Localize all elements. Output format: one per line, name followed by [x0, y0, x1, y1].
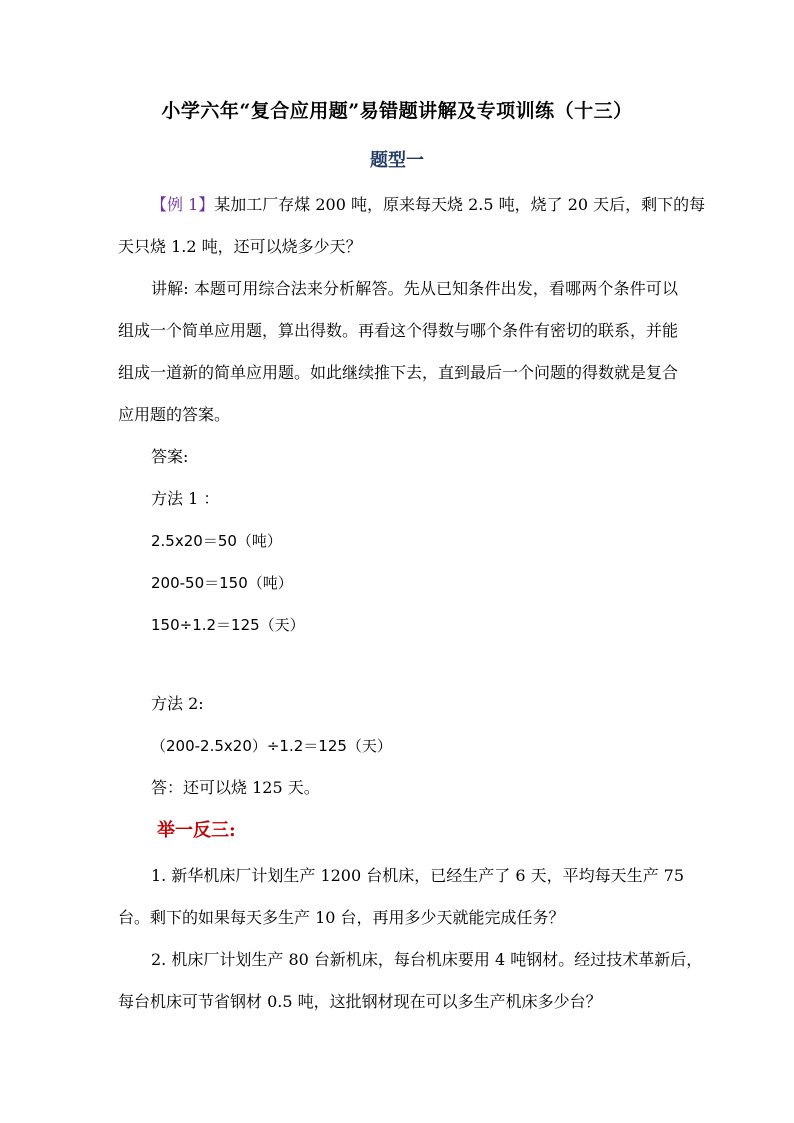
- method-1-label: 方法 1 ：: [151, 489, 220, 508]
- example-tag: 【例 1】: [151, 195, 215, 214]
- explanation-line-4: 应用题的答案。: [118, 405, 231, 424]
- practice-q2-line-1: 2. 机床厂计划生产 80 台新机床，每台机床要用 4 吨钢材。经过技术革新后，: [151, 950, 703, 969]
- section-subtitle: 题型一: [370, 150, 424, 171]
- practice-heading: 举一反三:: [157, 820, 236, 841]
- example-line-1: [151, 195, 706, 215]
- example-text-1: 某加工厂存煤 200 吨，原来每天烧 2.5 吨，烧了 20 天后，剩下的每: [214, 195, 706, 214]
- practice-q1-line-1: 1. 新华机床厂计划生产 1200 台机床，已经生产了 6 天，平均每天生产 75: [151, 866, 685, 885]
- answer-label: 答案:: [151, 447, 189, 466]
- example-line-2: 天只烧 1.2 吨，还可以烧多少天？: [118, 237, 362, 256]
- method-1-step-1: 2.5x20＝50（吨）: [151, 532, 282, 550]
- practice-q2-line-2: 每台机床可节省钢材 0.5 吨，这批钢材现在可以多生产机床多少台？: [118, 992, 602, 1011]
- explanation-line-1: 讲解: 本题可用综合法来分析解答。先从已知条件出发，看哪两个条件可以: [151, 279, 678, 298]
- method-2-step: （200-2.5x20）÷1.2＝125（天）: [151, 737, 392, 755]
- method-1-step-3: 150÷1.2＝125（天）: [151, 616, 305, 634]
- answer-conclusion: 答：还可以烧 125 天。: [151, 778, 320, 797]
- page-title: 小学六年“复合应用题”易错题讲解及专项训练（十三）: [161, 100, 633, 122]
- explanation-line-2: 组成一个简单应用题，算出得数。再看这个得数与哪个条件有密切的联系，并能: [118, 321, 679, 340]
- method-1-step-2: 200-50＝150（吨）: [151, 574, 293, 592]
- explanation-line-3: 组成一道新的简单应用题。如此继续推下去，直到最后一个问题的得数就是复合: [118, 363, 679, 382]
- method-2-label: 方法 2:: [151, 694, 204, 713]
- practice-q1-line-2: 台。剩下的如果每天多生产 10 台，再用多少天就能完成任务？: [118, 908, 565, 927]
